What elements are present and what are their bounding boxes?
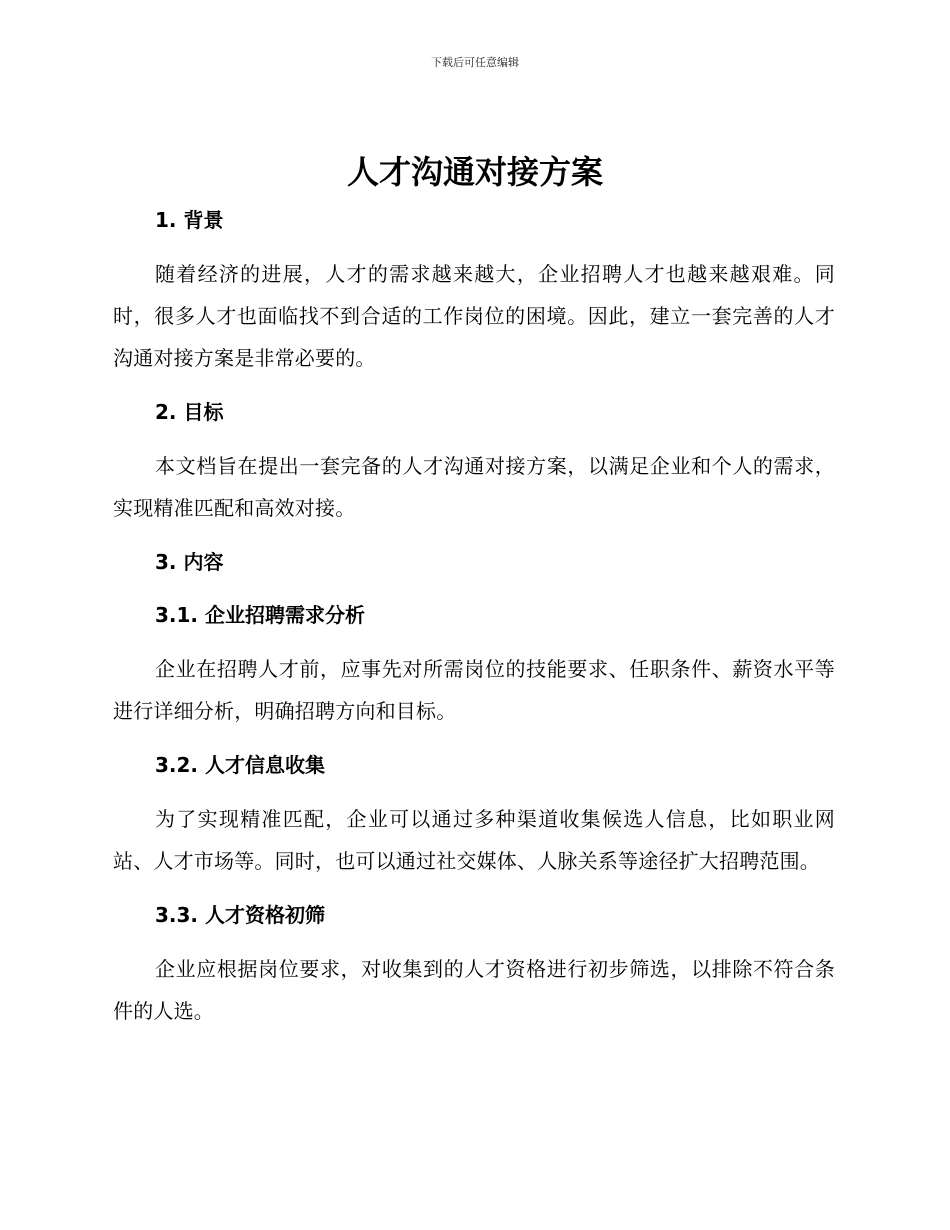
- header-note: 下载后可任意编辑: [431, 56, 519, 69]
- document-title: 人才沟通对接方案: [346, 153, 603, 191]
- section-heading-info-collection: 3.2. 人才信息收集: [155, 753, 325, 777]
- section-paragraph-background: 随着经济的进展，人才的需求越来越大，企业招聘人才也越来越艰难。同时，很多人才也面临找不到合适的工作岗位的困境。因此，建立一套完善的人才沟通对接方案是非常必要的。: [113, 262, 835, 370]
- section-heading-goal: 2. 目标: [155, 400, 224, 424]
- section-heading-content: 3. 内容: [155, 550, 224, 574]
- document-body: [113, 200, 835, 1032]
- section-paragraph-initial-screening: 企业应根据岗位要求，对收集到的人才资格进行初步筛选，以排除不符合条件的人选。: [113, 957, 835, 1023]
- section-heading-recruitment-analysis: 3.1. 企业招聘需求分析: [155, 603, 365, 627]
- section-heading-background: 1. 背景: [155, 208, 224, 232]
- section-paragraph-recruitment-analysis: 企业在招聘人才前，应事先对所需岗位的技能要求、任职条件、薪资水平等进行详细分析，明确招聘方向和目标。: [113, 657, 835, 723]
- section-heading-initial-screening: 3.3. 人才资格初筛: [155, 903, 325, 927]
- section-paragraph-info-collection: 为了实现精准匹配，企业可以通过多种渠道收集候选人信息，比如职业网站、人才市场等。同时，也可以通过社交媒体、人脉关系等途径扩大招聘范围。: [113, 807, 835, 873]
- section-paragraph-goal: 本文档旨在提出一套完备的人才沟通对接方案，以满足企业和个人的需求，实现精准匹配和高效对接。: [113, 454, 835, 520]
